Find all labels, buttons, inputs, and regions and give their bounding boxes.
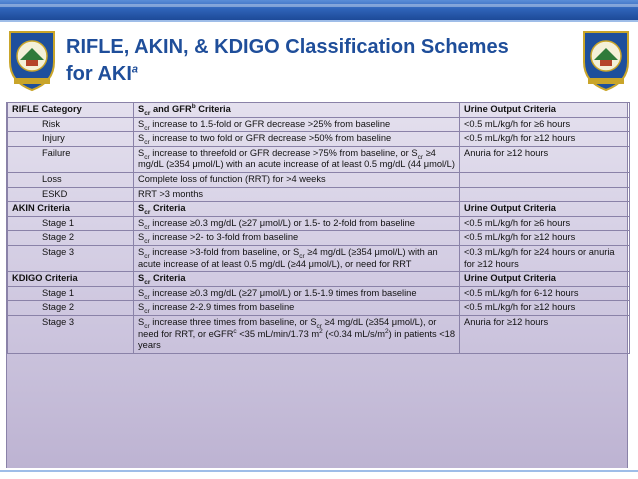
kdigo-stage2-urine: <0.5 mL/kg/h for ≥12 hours <box>460 301 630 316</box>
kdigo-stage3-urine: Anuria for ≥12 hours <box>460 315 630 353</box>
slide-title-line2: for AKI$^a$ <box>66 63 139 85</box>
table-row <box>8 172 630 187</box>
table-row <box>8 132 630 147</box>
rifle-eskd-label: ESKD <box>8 187 134 202</box>
table-row <box>8 187 630 202</box>
rifle-risk-criteria: $S_{cr}$ increase to 1.5-fold or GFR decrease >25% from baseline <box>134 117 460 132</box>
table-row <box>8 315 630 353</box>
rifle-header-category: RIFLE Category <box>8 103 134 118</box>
university-seal-left-icon <box>6 26 58 92</box>
akin-header-criteria: $S_{cr}$ Criteria <box>134 202 460 217</box>
rifle-injury-urine: <0.5 mL/kg/h for ≥12 hours <box>460 132 630 147</box>
rifle-header-urine: Urine Output Criteria <box>460 103 630 118</box>
top-banner-bar <box>0 0 638 22</box>
rifle-loss-urine <box>460 172 630 187</box>
rifle-risk-label: Risk <box>8 117 134 132</box>
akin-stage2-urine: <0.5 mL/kg/h for ≥12 hours <box>460 231 630 246</box>
rifle-loss-criteria: Complete loss of function (RRT) for >4 weeks <box>134 172 460 187</box>
table-row-kdigo-header <box>8 272 630 287</box>
akin-header-category: AKIN Criteria <box>8 202 134 217</box>
akin-stage1-urine: <0.5 mL/kg/h for ≥6 hours <box>460 216 630 231</box>
table-row <box>8 286 630 301</box>
kdigo-stage2-label: Stage 2 <box>8 301 134 316</box>
rifle-eskd-criteria: RRT >3 months <box>134 187 460 202</box>
table-row <box>8 216 630 231</box>
rifle-injury-label: Injury <box>8 132 134 147</box>
rifle-risk-urine: <0.5 mL/kg/h for ≥6 hours <box>460 117 630 132</box>
table-row <box>8 301 630 316</box>
akin-stage3-criteria: $S_{cr}$ increase >3-fold from baseline, or $S_{cr} \ge 4$ mg/dL (≥354 μmol/L) with an acute increase of at least 0.5 mg/dL (≥44 μmol/L), or need for RRT <box>134 245 460 271</box>
table-row <box>8 231 630 246</box>
rifle-failure-criteria: $S_{cr}$ increase to threefold or GFR decrease >75% from baseline, or $S_{cr} \ge 4$ mg/dL (≥354 μmol/L) with an acute increase of at least 0.5 mg/dL (44 μmol/L) <box>134 146 460 172</box>
akin-stage1-label: Stage 1 <box>8 216 134 231</box>
kdigo-stage3-label: Stage 3 <box>8 315 134 353</box>
kdigo-header-urine: Urine Output Criteria <box>460 272 630 287</box>
akin-stage3-label: Stage 3 <box>8 245 134 271</box>
classification-table <box>7 102 630 354</box>
slide-title-line1: RIFLE, AKIN, & KDIGO Classification Schemes <box>66 36 509 58</box>
rifle-injury-criteria: $S_{cr}$ increase to two fold or GFR decrease >50% from baseline <box>134 132 460 147</box>
kdigo-stage3-criteria: $S_{cr}$ increase three times from baseline, or $S_{cr} \ge 4$ mg/dL (≥354 μmol/L), or need for RRT, or eGFR$^c$ <35 mL/min/1.73 $m^2$ (<0.34 $mL/s/m^2$) in patients <18 years <box>134 315 460 353</box>
table-row <box>8 117 630 132</box>
akin-header-urine: Urine Output Criteria <box>460 202 630 217</box>
classification-table-container <box>6 102 628 468</box>
rifle-failure-label: Failure <box>8 146 134 172</box>
kdigo-stage1-criteria: $S_{cr}$ increase ≥0.3 mg/dL (≥27 μmol/L) or 1.5-1.9 times from baseline <box>134 286 460 301</box>
table-row-akin-header <box>8 202 630 217</box>
kdigo-stage1-label: Stage 1 <box>8 286 134 301</box>
rifle-failure-urine: Anuria for ≥12 hours <box>460 146 630 172</box>
table-row <box>8 146 630 172</box>
rifle-loss-label: Loss <box>8 172 134 187</box>
rifle-header-criteria: $S_{cr}$ and GFR$^b$ Criteria <box>134 103 460 118</box>
university-seal-right-icon <box>580 26 632 92</box>
table-row-rifle-header <box>8 103 630 118</box>
bottom-divider <box>0 470 638 472</box>
table-row <box>8 245 630 271</box>
kdigo-header-criteria: $S_{cr}$ Criteria <box>134 272 460 287</box>
akin-stage3-urine: <0.3 mL/kg/h for ≥24 hours or anuria for ≥12 hours <box>460 245 630 271</box>
akin-stage2-criteria: $S_{cr}$ increase >2- to 3-fold from baseline <box>134 231 460 246</box>
slide-title <box>66 34 566 88</box>
kdigo-stage1-urine: <0.5 mL/kg/h for 6-12 hours <box>460 286 630 301</box>
rifle-eskd-urine <box>460 187 630 202</box>
akin-stage1-criteria: $S_{cr}$ increase ≥0.3 mg/dL (≥27 μmol/L) or 1.5- to 2-fold from baseline <box>134 216 460 231</box>
kdigo-header-category: KDIGO Criteria <box>8 272 134 287</box>
akin-stage2-label: Stage 2 <box>8 231 134 246</box>
kdigo-stage2-criteria: $S_{cr}$ increase 2-2.9 times from baseline <box>134 301 460 316</box>
